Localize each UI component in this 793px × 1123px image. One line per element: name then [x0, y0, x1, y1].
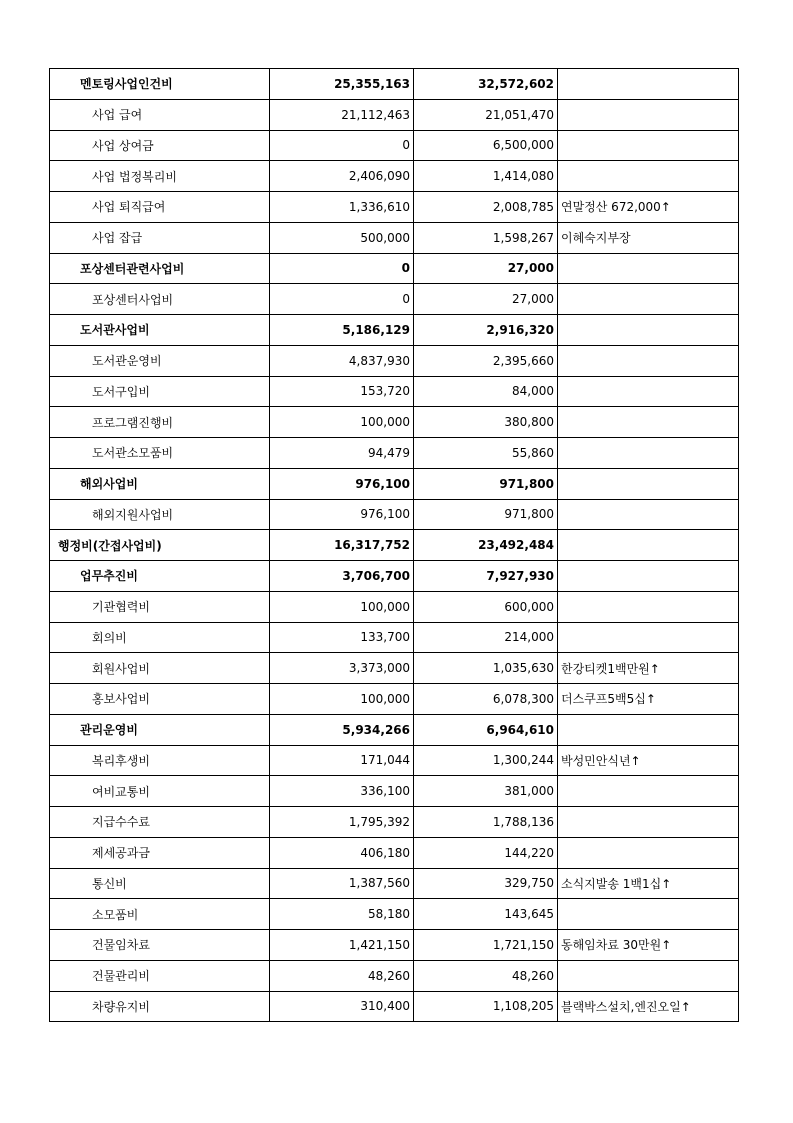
table-row [50, 714, 739, 745]
amount-cell-1: 5,934,266 [270, 714, 414, 745]
table-row [50, 192, 739, 223]
note-cell [558, 438, 739, 469]
amount-cell-1: 3,373,000 [270, 653, 414, 684]
note-cell: 연말정산 672,000↑ [558, 192, 739, 223]
amount-cell-1: 100,000 [270, 407, 414, 438]
item-name-cell: 사업 법정복리비 [50, 161, 270, 192]
note-cell [558, 253, 739, 284]
amount-cell-2: 6,500,000 [414, 130, 558, 161]
item-name-cell: 건물관리비 [50, 960, 270, 991]
amount-cell-1: 94,479 [270, 438, 414, 469]
item-name-cell: 소모품비 [50, 899, 270, 930]
item-name-cell: 도서구입비 [50, 376, 270, 407]
amount-cell-1: 3,706,700 [270, 561, 414, 592]
item-name-cell: 차량유지비 [50, 991, 270, 1022]
amount-cell-1: 100,000 [270, 591, 414, 622]
amount-cell-1: 171,044 [270, 745, 414, 776]
item-name-cell: 지급수수료 [50, 807, 270, 838]
note-cell [558, 315, 739, 346]
note-cell: 더스쿠프5백5십↑ [558, 684, 739, 715]
table-row [50, 99, 739, 130]
note-cell [558, 837, 739, 868]
amount-cell-2: 1,300,244 [414, 745, 558, 776]
amount-cell-2: 1,721,150 [414, 930, 558, 961]
table-row [50, 284, 739, 315]
table-row [50, 561, 739, 592]
amount-cell-2: 144,220 [414, 837, 558, 868]
item-name-cell: 사업 잡급 [50, 222, 270, 253]
item-name-cell: 관리운영비 [50, 714, 270, 745]
table-row [50, 499, 739, 530]
note-cell [558, 622, 739, 653]
note-cell [558, 530, 739, 561]
amount-cell-1: 133,700 [270, 622, 414, 653]
amount-cell-1: 976,100 [270, 499, 414, 530]
table-row [50, 991, 739, 1022]
amount-cell-1: 21,112,463 [270, 99, 414, 130]
amount-cell-2: 32,572,602 [414, 69, 558, 100]
table-row [50, 807, 739, 838]
item-name-cell: 멘토링사업인건비 [50, 69, 270, 100]
item-name-cell: 통신비 [50, 868, 270, 899]
amount-cell-1: 48,260 [270, 960, 414, 991]
item-name-cell: 업무추진비 [50, 561, 270, 592]
note-cell [558, 776, 739, 807]
amount-cell-2: 143,645 [414, 899, 558, 930]
note-cell [558, 591, 739, 622]
amount-cell-2: 214,000 [414, 622, 558, 653]
item-name-cell: 도서관소모품비 [50, 438, 270, 469]
amount-cell-2: 600,000 [414, 591, 558, 622]
amount-cell-2: 6,078,300 [414, 684, 558, 715]
note-cell [558, 468, 739, 499]
amount-cell-2: 1,788,136 [414, 807, 558, 838]
item-name-cell: 회의비 [50, 622, 270, 653]
amount-cell-1: 976,100 [270, 468, 414, 499]
table-row [50, 407, 739, 438]
table-row [50, 776, 739, 807]
note-cell [558, 561, 739, 592]
note-cell [558, 376, 739, 407]
item-name-cell: 포상센터사업비 [50, 284, 270, 315]
note-cell [558, 499, 739, 530]
amount-cell-1: 500,000 [270, 222, 414, 253]
table-row [50, 930, 739, 961]
item-name-cell: 사업 퇴직급여 [50, 192, 270, 223]
item-name-cell: 프로그램진행비 [50, 407, 270, 438]
note-cell: 이혜숙지부장 [558, 222, 739, 253]
item-name-cell: 사업 상여금 [50, 130, 270, 161]
note-cell: 블랙박스설치,엔진오일↑ [558, 991, 739, 1022]
note-cell [558, 284, 739, 315]
amount-cell-2: 2,916,320 [414, 315, 558, 346]
amount-cell-1: 58,180 [270, 899, 414, 930]
amount-cell-2: 48,260 [414, 960, 558, 991]
amount-cell-2: 380,800 [414, 407, 558, 438]
amount-cell-1: 1,795,392 [270, 807, 414, 838]
note-cell [558, 807, 739, 838]
amount-cell-2: 1,414,080 [414, 161, 558, 192]
amount-cell-1: 153,720 [270, 376, 414, 407]
amount-cell-1: 16,317,752 [270, 530, 414, 561]
amount-cell-1: 1,421,150 [270, 930, 414, 961]
amount-cell-2: 1,598,267 [414, 222, 558, 253]
note-cell: 소식지발송 1백1십↑ [558, 868, 739, 899]
table-row [50, 130, 739, 161]
item-name-cell: 기관협력비 [50, 591, 270, 622]
note-cell [558, 130, 739, 161]
amount-cell-2: 2,395,660 [414, 345, 558, 376]
table-row [50, 622, 739, 653]
note-cell: 박성민안식년↑ [558, 745, 739, 776]
item-name-cell: 도서관운영비 [50, 345, 270, 376]
table-row [50, 438, 739, 469]
amount-cell-1: 2,406,090 [270, 161, 414, 192]
table-row [50, 253, 739, 284]
table-row [50, 868, 739, 899]
table-row [50, 376, 739, 407]
note-cell [558, 407, 739, 438]
table-row [50, 837, 739, 868]
item-name-cell: 여비교통비 [50, 776, 270, 807]
table-row [50, 960, 739, 991]
item-name-cell: 제세공과금 [50, 837, 270, 868]
amount-cell-2: 1,108,205 [414, 991, 558, 1022]
amount-cell-1: 336,100 [270, 776, 414, 807]
amount-cell-2: 7,927,930 [414, 561, 558, 592]
amount-cell-1: 310,400 [270, 991, 414, 1022]
note-cell [558, 69, 739, 100]
amount-cell-2: 55,860 [414, 438, 558, 469]
amount-cell-2: 23,492,484 [414, 530, 558, 561]
amount-cell-1: 0 [270, 284, 414, 315]
budget-table-body [50, 69, 739, 1022]
amount-cell-1: 100,000 [270, 684, 414, 715]
amount-cell-2: 329,750 [414, 868, 558, 899]
amount-cell-1: 0 [270, 130, 414, 161]
table-row [50, 345, 739, 376]
table-row [50, 530, 739, 561]
table-row [50, 161, 739, 192]
item-name-cell: 홍보사업비 [50, 684, 270, 715]
item-name-cell: 행정비(간접사업비) [50, 530, 270, 561]
amount-cell-1: 406,180 [270, 837, 414, 868]
table-row [50, 69, 739, 100]
amount-cell-1: 1,336,610 [270, 192, 414, 223]
table-row [50, 684, 739, 715]
amount-cell-1: 5,186,129 [270, 315, 414, 346]
amount-cell-2: 2,008,785 [414, 192, 558, 223]
amount-cell-2: 84,000 [414, 376, 558, 407]
note-cell [558, 345, 739, 376]
amount-cell-2: 27,000 [414, 284, 558, 315]
amount-cell-2: 971,800 [414, 468, 558, 499]
budget-table [49, 68, 739, 1022]
note-cell: 동해임차료 30만원↑ [558, 930, 739, 961]
note-cell: 한강티켓1백만원↑ [558, 653, 739, 684]
amount-cell-1: 25,355,163 [270, 69, 414, 100]
table-row [50, 745, 739, 776]
amount-cell-2: 6,964,610 [414, 714, 558, 745]
note-cell [558, 99, 739, 130]
table-row [50, 315, 739, 346]
item-name-cell: 건물임차료 [50, 930, 270, 961]
note-cell [558, 161, 739, 192]
item-name-cell: 도서관사업비 [50, 315, 270, 346]
note-cell [558, 960, 739, 991]
amount-cell-1: 1,387,560 [270, 868, 414, 899]
note-cell [558, 714, 739, 745]
amount-cell-2: 1,035,630 [414, 653, 558, 684]
item-name-cell: 회원사업비 [50, 653, 270, 684]
table-row [50, 899, 739, 930]
amount-cell-2: 381,000 [414, 776, 558, 807]
table-row [50, 222, 739, 253]
table-row [50, 591, 739, 622]
amount-cell-2: 27,000 [414, 253, 558, 284]
amount-cell-1: 4,837,930 [270, 345, 414, 376]
amount-cell-1: 0 [270, 253, 414, 284]
table-row [50, 653, 739, 684]
item-name-cell: 포상센터관련사업비 [50, 253, 270, 284]
item-name-cell: 해외지원사업비 [50, 499, 270, 530]
note-cell [558, 899, 739, 930]
item-name-cell: 사업 급여 [50, 99, 270, 130]
amount-cell-2: 971,800 [414, 499, 558, 530]
item-name-cell: 복리후생비 [50, 745, 270, 776]
item-name-cell: 해외사업비 [50, 468, 270, 499]
amount-cell-2: 21,051,470 [414, 99, 558, 130]
table-row [50, 468, 739, 499]
